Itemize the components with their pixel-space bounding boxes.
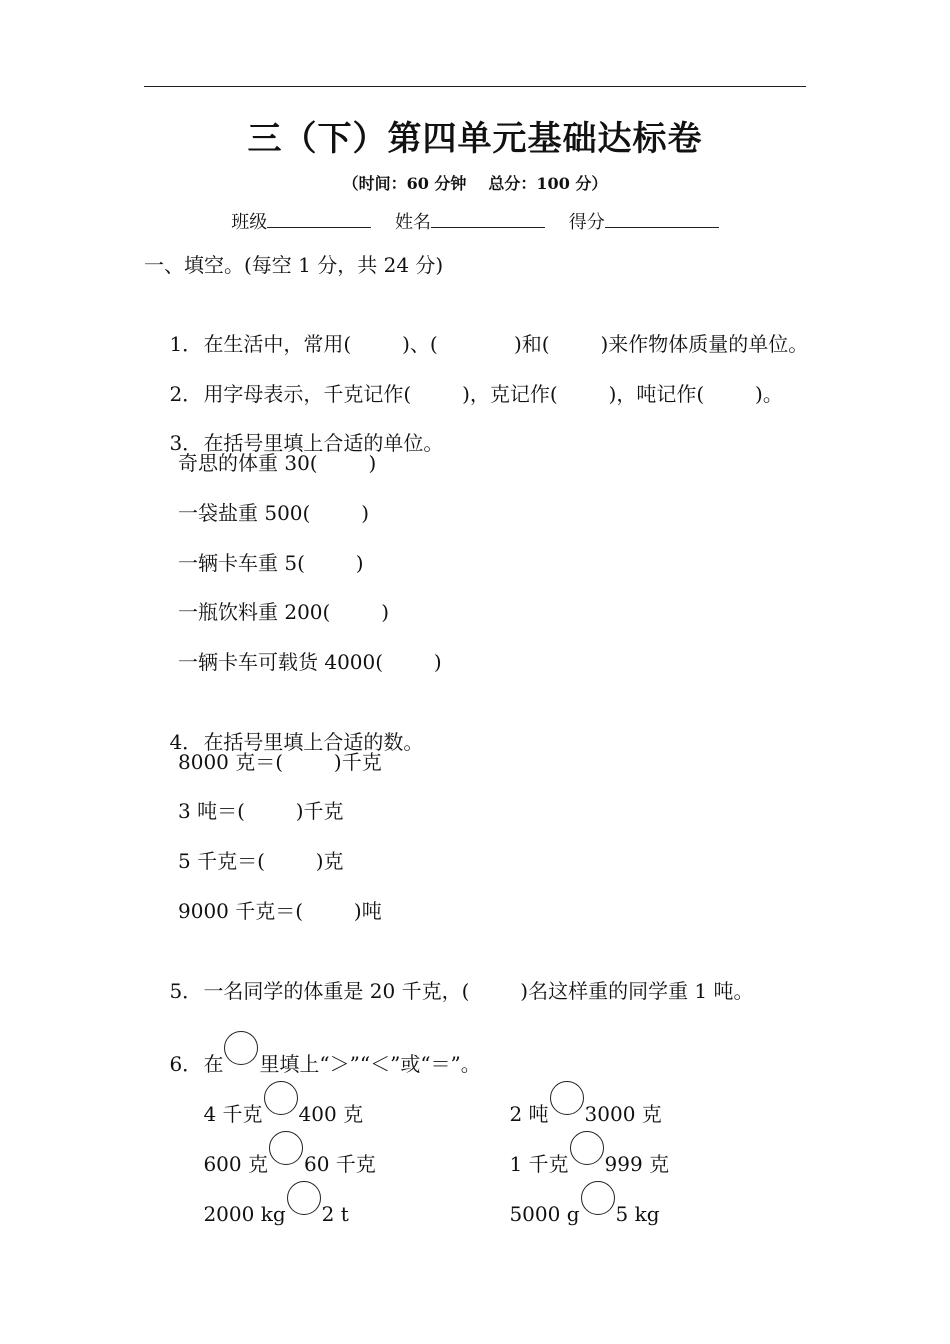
q6-right-0: 2 吨 3000 克 — [484, 1051, 662, 1159]
q3-item: 一袋盐重 500( ) — [178, 501, 369, 525]
time-info: （时间：60 分钟 — [342, 174, 467, 193]
q6-left-1: 600 克 60 千克 — [178, 1101, 376, 1209]
q4-item: 3 吨＝( )千克 — [178, 799, 344, 823]
question-5: 5．一名同学的体重是 20 千克，( )名这样重的同学重 1 吨。 — [169, 979, 754, 1003]
q4-item: 8000 克＝( )千克 — [178, 750, 382, 774]
question-1: 1．在生活中，常用( )、( )和( )来作物体质量的单位。 — [169, 332, 809, 356]
class-field[interactable]: 班级 — [231, 207, 371, 237]
q6-left-0: 4 千克 400 克 — [178, 1051, 363, 1159]
q3-item: 奇思的体重 30( ) — [178, 451, 377, 475]
question-2: 2．用字母表示，千克记作( )，克记作( )，吨记作( )。 — [169, 382, 783, 406]
question-6: 6．在 里填上“＞”“＜”或“＝”。 — [144, 1001, 481, 1109]
q3-item: 一辆卡车重 5( ) — [178, 551, 364, 575]
score-field[interactable]: 得分 — [569, 207, 719, 237]
q6-right-2: 5000 g 5 kg — [484, 1151, 660, 1259]
q4-item: 9000 千克＝( )吨 — [178, 899, 382, 923]
answer-circle[interactable] — [287, 1181, 321, 1215]
exam-meta — [0, 172, 950, 196]
answer-circle[interactable] — [581, 1181, 615, 1215]
student-info — [0, 207, 950, 237]
question-3: 3．在括号里填上合适的单位。 — [169, 431, 444, 455]
q3-item: 一辆卡车可载货 4000( ) — [178, 650, 442, 674]
q3-item: 一瓶饮料重 200( ) — [178, 600, 389, 624]
q4-item: 5 千克＝( )克 — [178, 849, 344, 873]
q6-left-2: 2000 kg 2 t — [178, 1151, 349, 1259]
page-title: 三（下）第四单元基础达标卷 — [247, 119, 703, 159]
q6-right-1: 1 千克 999 克 — [484, 1101, 669, 1209]
question-4: 4．在括号里填上合适的数。 — [169, 730, 424, 754]
name-field[interactable]: 姓名 — [395, 207, 545, 237]
top-rule — [144, 86, 806, 87]
section-heading: 一、填空。(每空 1 分，共 24 分) — [144, 253, 444, 277]
score-info: 总分：100 分） — [488, 174, 608, 193]
